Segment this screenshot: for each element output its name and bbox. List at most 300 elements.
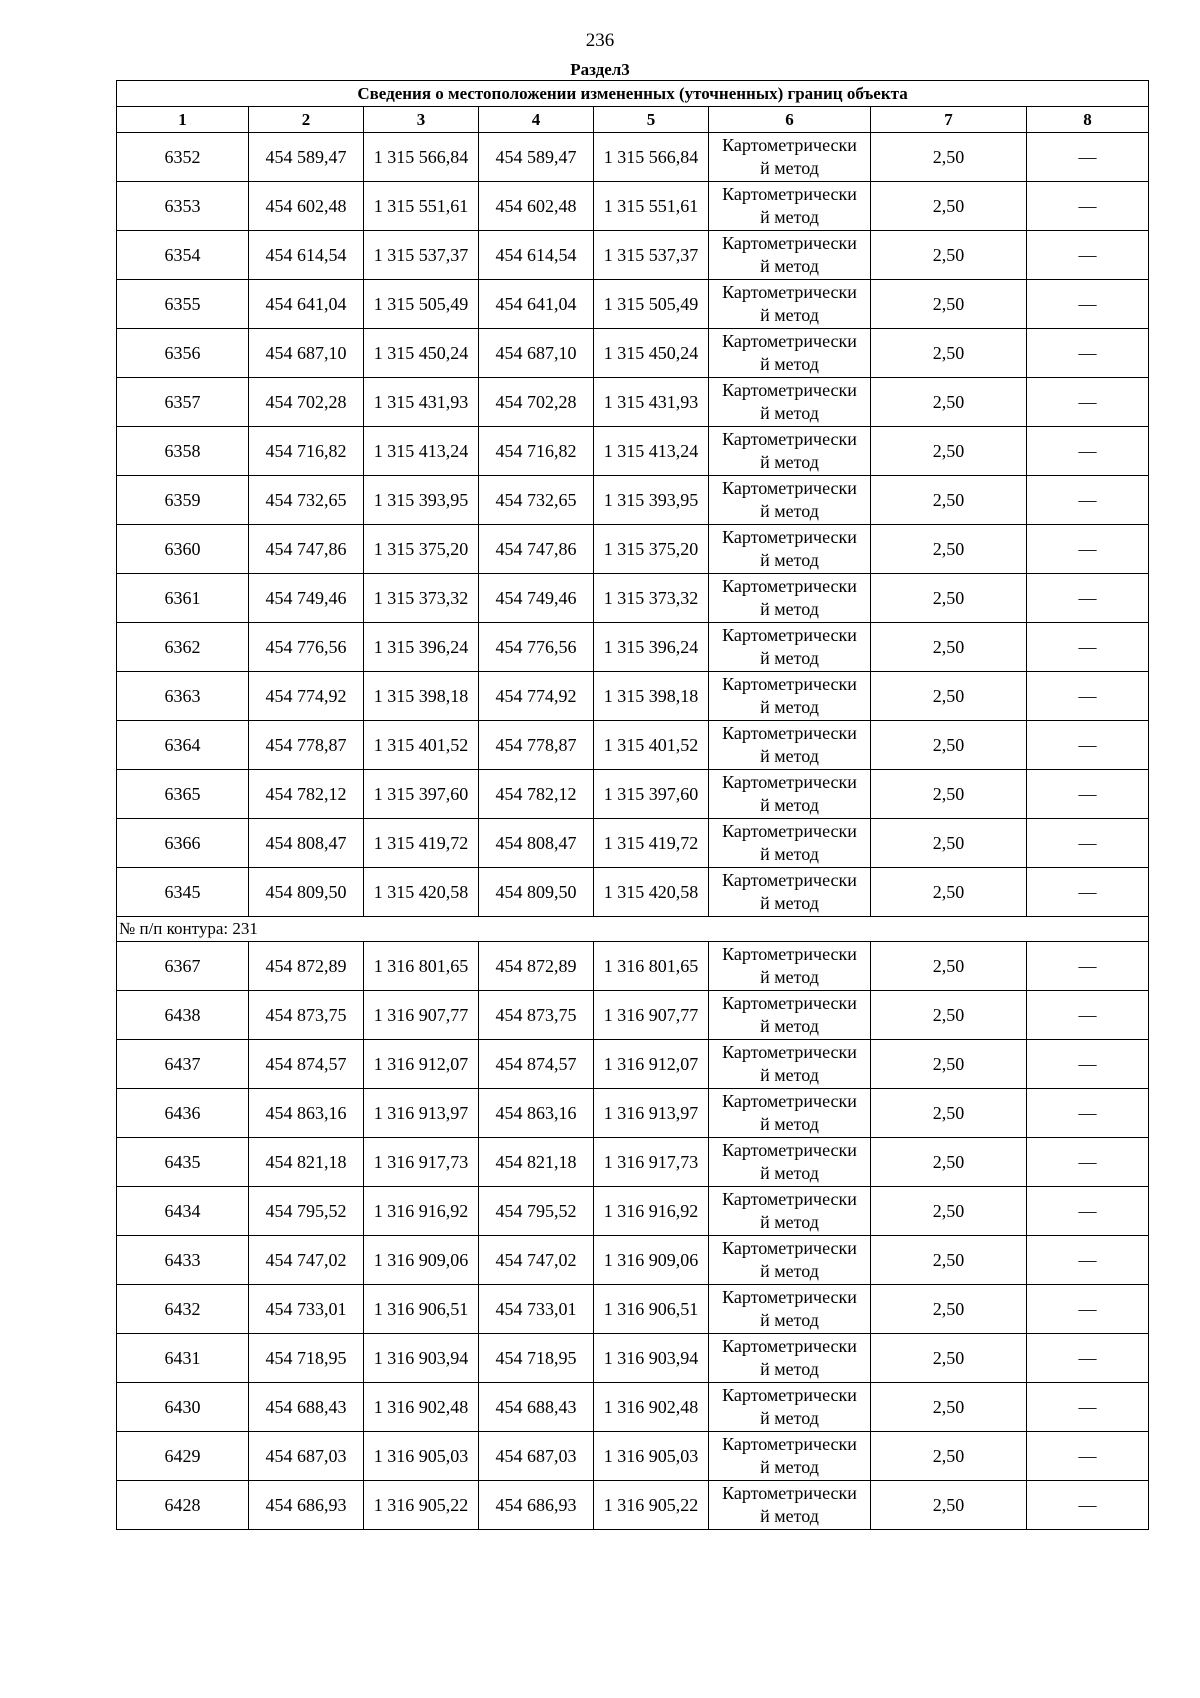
table-row — [117, 476, 1149, 525]
method-line-2: й метод — [760, 1261, 819, 1281]
y-coordinate-cell: 1 315 566,84 — [364, 133, 479, 182]
y-coordinate-cell: 1 315 551,61 — [594, 182, 709, 231]
extra-cell: — — [1027, 770, 1149, 819]
point-number-cell: 6436 — [117, 1089, 249, 1138]
x-coordinate-cell: 454 809,50 — [249, 868, 364, 917]
method-line-1: Картометрически — [722, 1238, 857, 1258]
method-line-2: й метод — [760, 501, 819, 521]
extra-cell: — — [1027, 672, 1149, 721]
y-coordinate-cell: 1 316 907,77 — [594, 991, 709, 1040]
method-line-2: й метод — [760, 305, 819, 325]
accuracy-cell: 2,50 — [871, 133, 1027, 182]
accuracy-cell: 2,50 — [871, 819, 1027, 868]
x-coordinate-cell: 454 614,54 — [249, 231, 364, 280]
method-cell — [709, 819, 871, 868]
extra-cell: — — [1027, 1432, 1149, 1481]
point-number-cell: 6366 — [117, 819, 249, 868]
method-line-1: Картометрически — [722, 380, 857, 400]
method-line-1: Картометрически — [722, 1091, 857, 1111]
table-row — [117, 1089, 1149, 1138]
method-line-1: Картометрически — [722, 429, 857, 449]
y-coordinate-cell: 1 316 912,07 — [594, 1040, 709, 1089]
method-line-2: й метод — [760, 158, 819, 178]
y-coordinate-cell: 1 315 505,49 — [364, 280, 479, 329]
method-line-2: й метод — [760, 452, 819, 472]
method-line-2: й метод — [760, 844, 819, 864]
y-coordinate-cell: 1 316 916,92 — [364, 1187, 479, 1236]
accuracy-cell: 2,50 — [871, 280, 1027, 329]
x-coordinate-cell: 454 686,93 — [479, 1481, 594, 1530]
method-cell — [709, 182, 871, 231]
y-coordinate-cell: 1 315 450,24 — [364, 329, 479, 378]
column-number-row — [117, 107, 1149, 133]
point-number-cell: 6362 — [117, 623, 249, 672]
accuracy-cell: 2,50 — [871, 1040, 1027, 1089]
extra-cell: — — [1027, 1285, 1149, 1334]
method-cell — [709, 942, 871, 991]
accuracy-cell: 2,50 — [871, 1383, 1027, 1432]
point-number-cell: 6431 — [117, 1334, 249, 1383]
extra-cell: — — [1027, 182, 1149, 231]
accuracy-cell: 2,50 — [871, 868, 1027, 917]
y-coordinate-cell: 1 316 801,65 — [364, 942, 479, 991]
x-coordinate-cell: 454 749,46 — [249, 574, 364, 623]
x-coordinate-cell: 454 808,47 — [249, 819, 364, 868]
y-coordinate-cell: 1 315 401,52 — [594, 721, 709, 770]
y-coordinate-cell: 1 315 375,20 — [364, 525, 479, 574]
x-coordinate-cell: 454 874,57 — [479, 1040, 594, 1089]
method-cell — [709, 427, 871, 476]
accuracy-cell: 2,50 — [871, 378, 1027, 427]
accuracy-cell: 2,50 — [871, 672, 1027, 721]
accuracy-cell: 2,50 — [871, 1187, 1027, 1236]
table-body — [117, 133, 1149, 1530]
accuracy-cell: 2,50 — [871, 623, 1027, 672]
y-coordinate-cell: 1 316 913,97 — [364, 1089, 479, 1138]
table-row — [117, 1383, 1149, 1432]
point-number-cell: 6360 — [117, 525, 249, 574]
extra-cell: — — [1027, 623, 1149, 672]
table-row — [117, 133, 1149, 182]
x-coordinate-cell: 454 687,10 — [479, 329, 594, 378]
y-coordinate-cell: 1 315 393,95 — [594, 476, 709, 525]
point-number-cell: 6359 — [117, 476, 249, 525]
accuracy-cell: 2,50 — [871, 574, 1027, 623]
section-label: Раздел3 — [570, 60, 630, 79]
x-coordinate-cell: 454 614,54 — [479, 231, 594, 280]
method-line-2: й метод — [760, 1310, 819, 1330]
method-cell — [709, 1138, 871, 1187]
extra-cell: — — [1027, 231, 1149, 280]
y-coordinate-cell: 1 315 413,24 — [594, 427, 709, 476]
y-coordinate-cell: 1 315 398,18 — [594, 672, 709, 721]
extra-cell: — — [1027, 1187, 1149, 1236]
y-coordinate-cell: 1 315 537,37 — [594, 231, 709, 280]
x-coordinate-cell: 454 716,82 — [479, 427, 594, 476]
x-coordinate-cell: 454 873,75 — [479, 991, 594, 1040]
method-line-2: й метод — [760, 1163, 819, 1183]
x-coordinate-cell: 454 716,82 — [249, 427, 364, 476]
extra-cell: — — [1027, 525, 1149, 574]
y-coordinate-cell: 1 315 431,93 — [594, 378, 709, 427]
contour-header-row — [117, 917, 1149, 942]
point-number-cell: 6437 — [117, 1040, 249, 1089]
x-coordinate-cell: 454 774,92 — [249, 672, 364, 721]
x-coordinate-cell: 454 863,16 — [479, 1089, 594, 1138]
table-row — [117, 280, 1149, 329]
extra-cell: — — [1027, 1481, 1149, 1530]
method-line-2: й метод — [760, 1359, 819, 1379]
method-line-1: Картометрически — [722, 1434, 857, 1454]
accuracy-cell: 2,50 — [871, 1432, 1027, 1481]
x-coordinate-cell: 454 776,56 — [249, 623, 364, 672]
accuracy-cell: 2,50 — [871, 1285, 1027, 1334]
method-cell — [709, 721, 871, 770]
method-line-2: й метод — [760, 746, 819, 766]
contour-label: № п/п контура: 231 — [117, 917, 1149, 942]
table-row — [117, 942, 1149, 991]
table-row — [117, 672, 1149, 721]
x-coordinate-cell: 454 747,86 — [479, 525, 594, 574]
accuracy-cell: 2,50 — [871, 1236, 1027, 1285]
y-coordinate-cell: 1 316 905,22 — [364, 1481, 479, 1530]
x-coordinate-cell: 454 863,16 — [249, 1089, 364, 1138]
method-line-2: й метод — [760, 1212, 819, 1232]
y-coordinate-cell: 1 316 909,06 — [364, 1236, 479, 1285]
method-line-1: Картометрически — [722, 1140, 857, 1160]
method-cell — [709, 770, 871, 819]
x-coordinate-cell: 454 872,89 — [479, 942, 594, 991]
y-coordinate-cell: 1 316 906,51 — [594, 1285, 709, 1334]
method-line-2: й метод — [760, 795, 819, 815]
method-line-1: Картометрически — [722, 1189, 857, 1209]
y-coordinate-cell: 1 315 398,18 — [364, 672, 479, 721]
column-number: 8 — [1027, 107, 1149, 133]
x-coordinate-cell: 454 821,18 — [249, 1138, 364, 1187]
x-coordinate-cell: 454 687,03 — [249, 1432, 364, 1481]
extra-cell: — — [1027, 1334, 1149, 1383]
table-row — [117, 525, 1149, 574]
column-number: 2 — [249, 107, 364, 133]
point-number-cell: 6353 — [117, 182, 249, 231]
method-cell — [709, 1285, 871, 1334]
point-number-cell: 6361 — [117, 574, 249, 623]
y-coordinate-cell: 1 316 905,03 — [364, 1432, 479, 1481]
y-coordinate-cell: 1 315 431,93 — [364, 378, 479, 427]
method-line-2: й метод — [760, 550, 819, 570]
y-coordinate-cell: 1 315 373,32 — [594, 574, 709, 623]
column-number: 3 — [364, 107, 479, 133]
extra-cell: — — [1027, 1383, 1149, 1432]
x-coordinate-cell: 454 688,43 — [479, 1383, 594, 1432]
table-row — [117, 329, 1149, 378]
method-cell — [709, 623, 871, 672]
extra-cell: — — [1027, 991, 1149, 1040]
y-coordinate-cell: 1 316 916,92 — [594, 1187, 709, 1236]
y-coordinate-cell: 1 315 450,24 — [594, 329, 709, 378]
y-coordinate-cell: 1 315 375,20 — [594, 525, 709, 574]
table-row — [117, 721, 1149, 770]
table-row — [117, 231, 1149, 280]
point-number-cell: 6354 — [117, 231, 249, 280]
method-cell — [709, 133, 871, 182]
y-coordinate-cell: 1 316 905,03 — [594, 1432, 709, 1481]
point-number-cell: 6363 — [117, 672, 249, 721]
method-line-1: Картометрически — [722, 331, 857, 351]
point-number-cell: 6430 — [117, 1383, 249, 1432]
y-coordinate-cell: 1 316 906,51 — [364, 1285, 479, 1334]
accuracy-cell: 2,50 — [871, 1481, 1027, 1530]
y-coordinate-cell: 1 316 905,22 — [594, 1481, 709, 1530]
extra-cell: — — [1027, 378, 1149, 427]
x-coordinate-cell: 454 702,28 — [249, 378, 364, 427]
accuracy-cell: 2,50 — [871, 1089, 1027, 1138]
extra-cell: — — [1027, 1138, 1149, 1187]
y-coordinate-cell: 1 315 505,49 — [594, 280, 709, 329]
table-row — [117, 574, 1149, 623]
method-line-1: Картометрически — [722, 1385, 857, 1405]
x-coordinate-cell: 454 589,47 — [479, 133, 594, 182]
accuracy-cell: 2,50 — [871, 991, 1027, 1040]
extra-cell: — — [1027, 942, 1149, 991]
x-coordinate-cell: 454 747,02 — [249, 1236, 364, 1285]
x-coordinate-cell: 454 874,57 — [249, 1040, 364, 1089]
x-coordinate-cell: 454 718,95 — [249, 1334, 364, 1383]
accuracy-cell: 2,50 — [871, 770, 1027, 819]
table-row — [117, 182, 1149, 231]
page-number: 236 — [585, 30, 615, 51]
method-cell — [709, 672, 871, 721]
accuracy-cell: 2,50 — [871, 231, 1027, 280]
method-line-1: Картометрически — [722, 576, 857, 596]
method-line-2: й метод — [760, 1457, 819, 1477]
extra-cell: — — [1027, 868, 1149, 917]
method-line-2: й метод — [760, 1016, 819, 1036]
y-coordinate-cell: 1 315 393,95 — [364, 476, 479, 525]
x-coordinate-cell: 454 687,03 — [479, 1432, 594, 1481]
x-coordinate-cell: 454 778,87 — [249, 721, 364, 770]
method-line-1: Картометрически — [722, 1287, 857, 1307]
point-number-cell: 6367 — [117, 942, 249, 991]
table-row — [117, 378, 1149, 427]
y-coordinate-cell: 1 316 907,77 — [364, 991, 479, 1040]
y-coordinate-cell: 1 315 419,72 — [364, 819, 479, 868]
method-line-2: й метод — [760, 256, 819, 276]
x-coordinate-cell: 454 733,01 — [249, 1285, 364, 1334]
x-coordinate-cell: 454 795,52 — [249, 1187, 364, 1236]
x-coordinate-cell: 454 747,86 — [249, 525, 364, 574]
method-line-1: Картометрически — [722, 184, 857, 204]
y-coordinate-cell: 1 316 903,94 — [594, 1334, 709, 1383]
accuracy-cell: 2,50 — [871, 525, 1027, 574]
table-row — [117, 991, 1149, 1040]
extra-cell: — — [1027, 574, 1149, 623]
accuracy-cell: 2,50 — [871, 942, 1027, 991]
method-cell — [709, 1481, 871, 1530]
point-number-cell: 6356 — [117, 329, 249, 378]
x-coordinate-cell: 454 782,12 — [249, 770, 364, 819]
table-row — [117, 868, 1149, 917]
method-cell — [709, 1236, 871, 1285]
y-coordinate-cell: 1 316 917,73 — [594, 1138, 709, 1187]
point-number-cell: 6429 — [117, 1432, 249, 1481]
boundary-coordinates-table — [116, 80, 1149, 1530]
table-row — [117, 1236, 1149, 1285]
x-coordinate-cell: 454 718,95 — [479, 1334, 594, 1383]
extra-cell: — — [1027, 721, 1149, 770]
accuracy-cell: 2,50 — [871, 1138, 1027, 1187]
point-number-cell: 6432 — [117, 1285, 249, 1334]
method-line-1: Картометрически — [722, 944, 857, 964]
y-coordinate-cell: 1 316 801,65 — [594, 942, 709, 991]
table-row — [117, 770, 1149, 819]
point-number-cell: 6358 — [117, 427, 249, 476]
extra-cell: — — [1027, 1040, 1149, 1089]
x-coordinate-cell: 454 732,65 — [479, 476, 594, 525]
point-number-cell: 6345 — [117, 868, 249, 917]
method-cell — [709, 378, 871, 427]
x-coordinate-cell: 454 774,92 — [479, 672, 594, 721]
method-line-1: Картометрически — [722, 870, 857, 890]
y-coordinate-cell: 1 315 397,60 — [594, 770, 709, 819]
y-coordinate-cell: 1 315 373,32 — [364, 574, 479, 623]
point-number-cell: 6434 — [117, 1187, 249, 1236]
y-coordinate-cell: 1 315 413,24 — [364, 427, 479, 476]
method-cell — [709, 280, 871, 329]
table-row — [117, 1432, 1149, 1481]
y-coordinate-cell: 1 315 397,60 — [364, 770, 479, 819]
extra-cell: — — [1027, 133, 1149, 182]
extra-cell: — — [1027, 427, 1149, 476]
table-row — [117, 1138, 1149, 1187]
method-line-2: й метод — [760, 967, 819, 987]
method-line-1: Картометрически — [722, 625, 857, 645]
accuracy-cell: 2,50 — [871, 721, 1027, 770]
point-number-cell: 6355 — [117, 280, 249, 329]
method-cell — [709, 991, 871, 1040]
x-coordinate-cell: 454 641,04 — [249, 280, 364, 329]
method-line-2: й метод — [760, 354, 819, 374]
point-number-cell: 6352 — [117, 133, 249, 182]
accuracy-cell: 2,50 — [871, 329, 1027, 378]
method-line-2: й метод — [760, 893, 819, 913]
method-cell — [709, 1334, 871, 1383]
method-cell — [709, 574, 871, 623]
x-coordinate-cell: 454 749,46 — [479, 574, 594, 623]
x-coordinate-cell: 454 732,65 — [249, 476, 364, 525]
column-number: 1 — [117, 107, 249, 133]
accuracy-cell: 2,50 — [871, 182, 1027, 231]
table-row — [117, 427, 1149, 476]
method-line-1: Картометрически — [722, 478, 857, 498]
x-coordinate-cell: 454 795,52 — [479, 1187, 594, 1236]
y-coordinate-cell: 1 315 419,72 — [594, 819, 709, 868]
y-coordinate-cell: 1 316 912,07 — [364, 1040, 479, 1089]
table-row — [117, 819, 1149, 868]
x-coordinate-cell: 454 778,87 — [479, 721, 594, 770]
y-coordinate-cell: 1 315 420,58 — [594, 868, 709, 917]
method-line-2: й метод — [760, 1506, 819, 1526]
table-row — [117, 1334, 1149, 1383]
extra-cell: — — [1027, 819, 1149, 868]
method-line-2: й метод — [760, 648, 819, 668]
extra-cell: — — [1027, 280, 1149, 329]
x-coordinate-cell: 454 821,18 — [479, 1138, 594, 1187]
method-cell — [709, 1383, 871, 1432]
method-cell — [709, 231, 871, 280]
x-coordinate-cell: 454 776,56 — [479, 623, 594, 672]
method-line-1: Картометрически — [722, 1336, 857, 1356]
method-cell — [709, 476, 871, 525]
method-line-1: Картометрически — [722, 772, 857, 792]
method-cell — [709, 1089, 871, 1138]
y-coordinate-cell: 1 316 917,73 — [364, 1138, 479, 1187]
x-coordinate-cell: 454 602,48 — [479, 182, 594, 231]
y-coordinate-cell: 1 315 566,84 — [594, 133, 709, 182]
x-coordinate-cell: 454 641,04 — [479, 280, 594, 329]
point-number-cell: 6438 — [117, 991, 249, 1040]
y-coordinate-cell: 1 315 401,52 — [364, 721, 479, 770]
method-line-2: й метод — [760, 403, 819, 423]
point-number-cell: 6428 — [117, 1481, 249, 1530]
x-coordinate-cell: 454 808,47 — [479, 819, 594, 868]
table-title: Сведения о местоположении измененных (уточненных) границ объекта — [117, 81, 1149, 107]
table-row — [117, 1285, 1149, 1334]
point-number-cell: 6364 — [117, 721, 249, 770]
extra-cell: — — [1027, 329, 1149, 378]
method-cell — [709, 1432, 871, 1481]
method-line-2: й метод — [760, 697, 819, 717]
accuracy-cell: 2,50 — [871, 476, 1027, 525]
method-line-2: й метод — [760, 1114, 819, 1134]
y-coordinate-cell: 1 315 420,58 — [364, 868, 479, 917]
x-coordinate-cell: 454 702,28 — [479, 378, 594, 427]
method-line-1: Картометрически — [722, 993, 857, 1013]
method-line-2: й метод — [760, 1065, 819, 1085]
method-line-1: Картометрически — [722, 1483, 857, 1503]
table-row — [117, 623, 1149, 672]
point-number-cell: 6357 — [117, 378, 249, 427]
method-cell — [709, 329, 871, 378]
x-coordinate-cell: 454 686,93 — [249, 1481, 364, 1530]
x-coordinate-cell: 454 589,47 — [249, 133, 364, 182]
y-coordinate-cell: 1 315 396,24 — [364, 623, 479, 672]
method-line-1: Картометрически — [722, 282, 857, 302]
y-coordinate-cell: 1 315 551,61 — [364, 182, 479, 231]
method-cell — [709, 1187, 871, 1236]
method-line-1: Картометрически — [722, 527, 857, 547]
accuracy-cell: 2,50 — [871, 1334, 1027, 1383]
x-coordinate-cell: 454 782,12 — [479, 770, 594, 819]
y-coordinate-cell: 1 316 913,97 — [594, 1089, 709, 1138]
x-coordinate-cell: 454 873,75 — [249, 991, 364, 1040]
method-cell — [709, 1040, 871, 1089]
x-coordinate-cell: 454 809,50 — [479, 868, 594, 917]
x-coordinate-cell: 454 733,01 — [479, 1285, 594, 1334]
y-coordinate-cell: 1 316 902,48 — [594, 1383, 709, 1432]
method-line-1: Картометрически — [722, 674, 857, 694]
table-row — [117, 1040, 1149, 1089]
y-coordinate-cell: 1 315 396,24 — [594, 623, 709, 672]
method-line-2: й метод — [760, 207, 819, 227]
point-number-cell: 6435 — [117, 1138, 249, 1187]
x-coordinate-cell: 454 602,48 — [249, 182, 364, 231]
method-line-1: Картометрически — [722, 233, 857, 253]
x-coordinate-cell: 454 747,02 — [479, 1236, 594, 1285]
y-coordinate-cell: 1 316 903,94 — [364, 1334, 479, 1383]
column-number: 5 — [594, 107, 709, 133]
method-cell — [709, 868, 871, 917]
